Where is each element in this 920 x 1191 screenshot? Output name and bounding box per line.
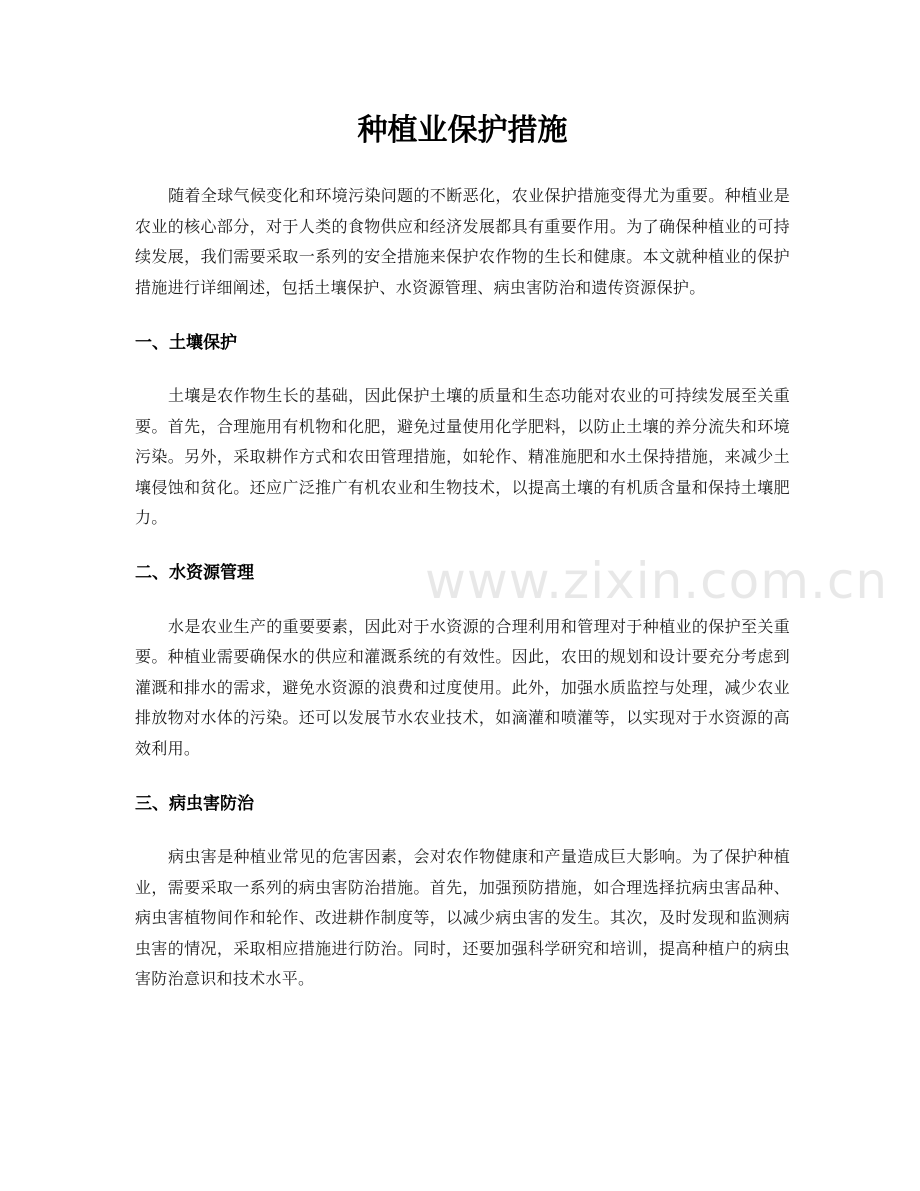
section-body-water: 水是农业生产的重要要素，因此对于水资源的合理利用和管理对于种植业的保护至关重要。种植业需要确保水的供应和灌溉系统的有效性。因此，农田的规划和设计要充分考虑到灌溉和排水的需求，避免水资源的浪费和过度使用。此外，加强水质监控与处理，减少农业排放物对水体的污染。还可以发展节水农业技术，如滴灌和喷灌等，以实现对于水资源的高效利用。 [135, 616, 790, 758]
section-heading-pests: 三、病虫害防治 [135, 794, 254, 814]
document-title: 种植业保护措施 [357, 113, 568, 148]
section-heading-water: 二、水资源管理 [135, 562, 254, 583]
document-page [135, 0, 790, 995]
section-body-pests: 病虫害是种植业常见的危害因素，会对农作物健康和产量造成巨大影响。为了保护种植业，需要采取一系列的病虫害防治措施。首先，加强预防措施，如合理选择抗病虫害品种、病虫害植物间作和轮作、改进耕作制度等，以减少病虫害的发生。其次，及时发现和监测病虫害的情况，采取相应措施进行防治。同时，还要加强科学研究和培训，提高种植户的病虫害防治意识和技术水平。 [135, 847, 790, 988]
intro-paragraph: 随着全球气候变化和环境污染问题的不断恶化，农业保护措施变得尤为重要。种植业是农业的核心部分，对于人类的食物供应和经济发展都具有重要作用。为了确保种植业的可持续发展，我们需要采取一系列的安全措施来保护农作物的生长和健康。本文就种植业的保护措施进行详细阐述，包括土壤保护、水资源管理、病虫害防治和遗传资源保护。 [135, 186, 790, 297]
section-heading-soil: 一、土壤保护 [135, 333, 237, 353]
section-body-soil: 土壤是农作物生长的基础，因此保护土壤的质量和生态功能对农业的可持续发展至关重要。首先，合理施用有机物和化肥，避免过量使用化学肥料，以防止土壤的养分流失和环境污染。另外，采取耕作方式和农田管理措施，如轮作、精准施肥和水土保持措施，来减少土壤侵蚀和贫化。还应广泛推广有机农业和生物技术，以提高土壤的有机质含量和保持土壤肥力。 [135, 386, 790, 527]
watermark: www.zixin.com.cn [425, 552, 889, 610]
